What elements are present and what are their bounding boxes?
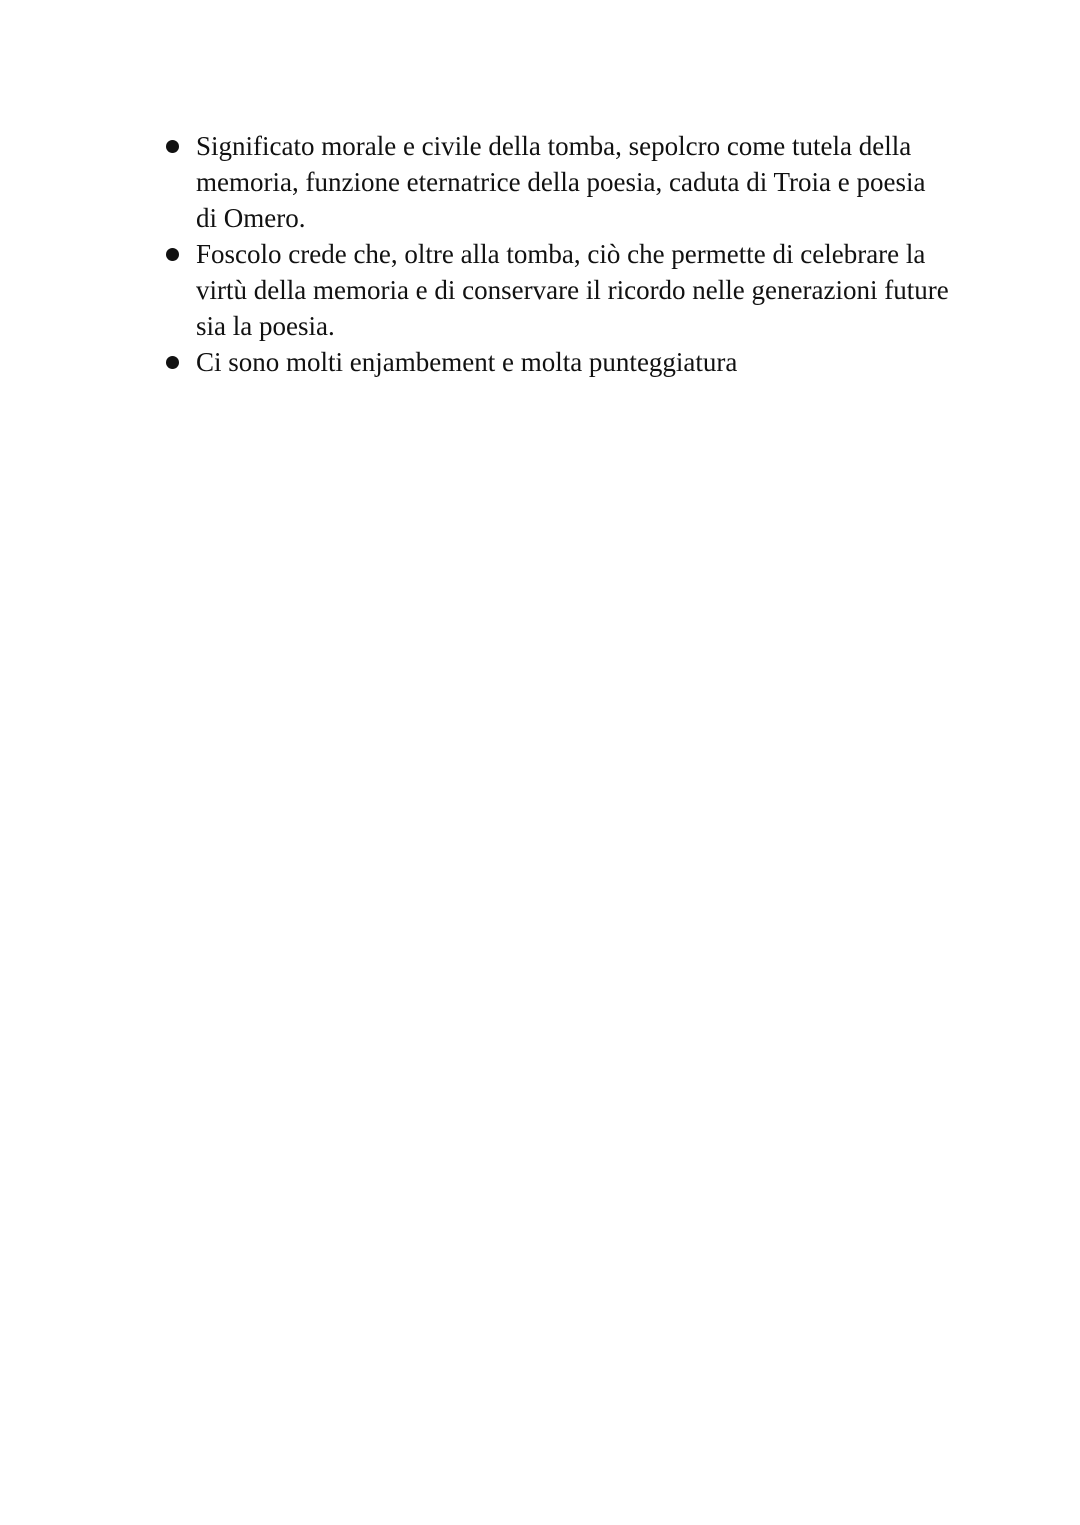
list-item [160, 344, 950, 380]
list-item-text: Ci sono molti enjambement e molta punteggiatura [196, 347, 738, 377]
list-item-text: Foscolo crede che, oltre alla tomba, ciò che permette di celebrare la virtù della memoria e di conservare il ricordo nelle generazioni future sia la poesia. [196, 239, 949, 341]
bullet-icon [166, 356, 179, 369]
list-item-text: Significato morale e civile della tomba, sepolcro come tutela della memoria, funzione eternatrice della poesia, caduta di Troia e poesia di Omero. [196, 131, 926, 233]
bullet-list [160, 128, 950, 380]
list-item [160, 236, 950, 344]
list-item [160, 128, 950, 236]
bullet-icon [166, 140, 179, 153]
bullet-icon [166, 248, 179, 261]
